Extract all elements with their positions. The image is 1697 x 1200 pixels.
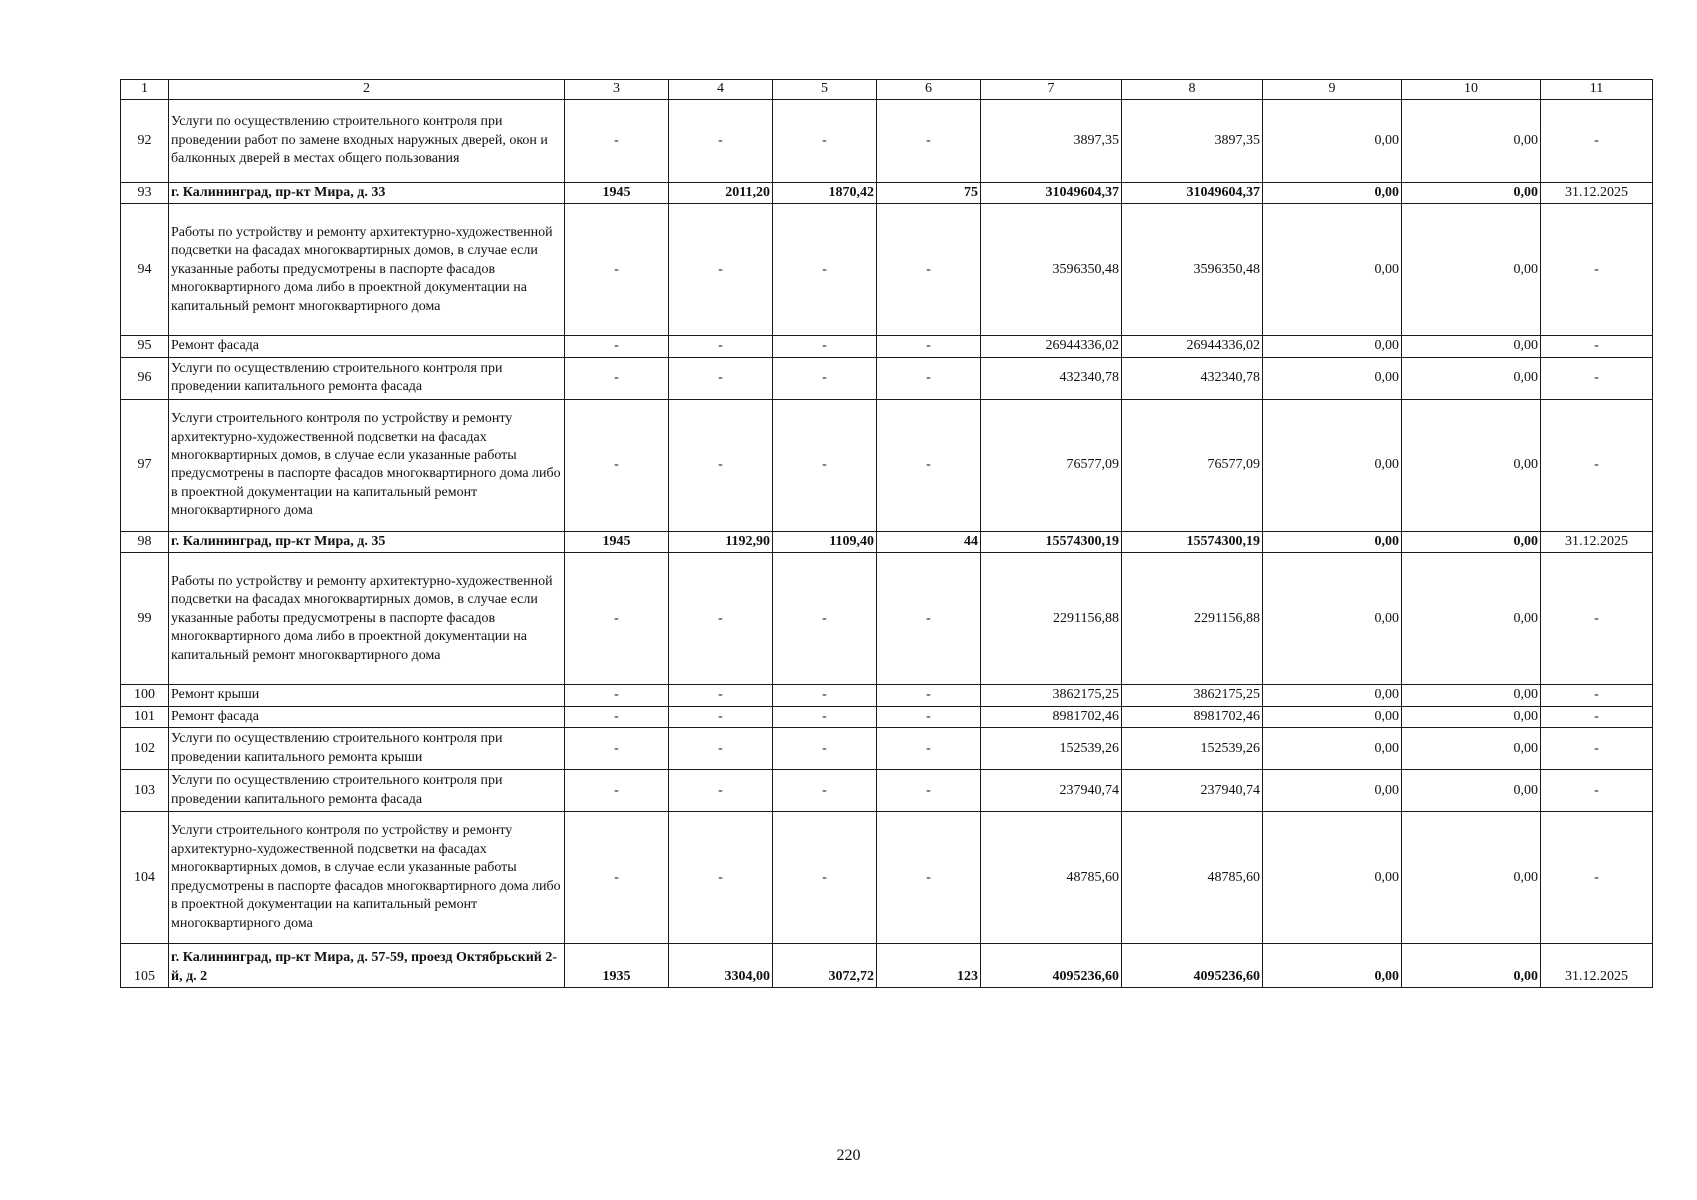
work-row [121, 553, 1653, 685]
work-description: Услуги по осуществлению строительного контроля при проведении капитального ремонта фасада [169, 357, 565, 399]
address-row [121, 183, 1653, 204]
work-description: Ремонт фасада [169, 706, 565, 727]
cost-total-cell: 2291156,88 [981, 553, 1122, 685]
deadline-cell: 31.12.2025 [1541, 944, 1653, 988]
cost-owners-cell: 0,00 [1402, 399, 1541, 531]
total-area-cell: - [669, 399, 773, 531]
cost-budget-cell: 0,00 [1263, 728, 1402, 770]
cost-budget-cell: 0,00 [1263, 770, 1402, 812]
cost-total-cell: 3862175,25 [981, 685, 1122, 706]
cost-budget-cell: 0,00 [1263, 685, 1402, 706]
work-row [121, 685, 1653, 706]
cost-fund-cell: 237940,74 [1122, 770, 1263, 812]
cost-owners-cell: 0,00 [1402, 100, 1541, 183]
cost-owners-cell: 0,00 [1402, 728, 1541, 770]
deadline-cell: - [1541, 336, 1653, 357]
living-area-cell: - [773, 357, 877, 399]
build-year-cell: - [565, 204, 669, 336]
row-number: 96 [121, 357, 169, 399]
living-area-cell: 1109,40 [773, 531, 877, 552]
cost-owners-cell: 0,00 [1402, 812, 1541, 944]
row-number: 104 [121, 812, 169, 944]
residents-cell: - [877, 812, 981, 944]
residents-cell: - [877, 100, 981, 183]
cost-fund-cell: 76577,09 [1122, 399, 1263, 531]
row-number: 92 [121, 100, 169, 183]
work-row [121, 399, 1653, 531]
work-description: Ремонт крыши [169, 685, 565, 706]
cost-owners-cell: 0,00 [1402, 685, 1541, 706]
work-description: Услуги по осуществлению строительного контроля при проведении работ по замене входных наружных дверей, окон и балконных дверей в местах общего пользования [169, 100, 565, 183]
cost-budget-cell: 0,00 [1263, 100, 1402, 183]
build-year-cell: 1945 [565, 531, 669, 552]
total-area-cell: 1192,90 [669, 531, 773, 552]
living-area-cell: - [773, 553, 877, 685]
total-area-cell: - [669, 685, 773, 706]
deadline-cell: 31.12.2025 [1541, 183, 1653, 204]
residents-cell: - [877, 399, 981, 531]
cost-budget-cell: 0,00 [1263, 531, 1402, 552]
residents-cell: - [877, 685, 981, 706]
cost-fund-cell: 31049604,37 [1122, 183, 1263, 204]
cost-budget-cell: 0,00 [1263, 706, 1402, 727]
cost-budget-cell: 0,00 [1263, 812, 1402, 944]
deadline-cell: - [1541, 685, 1653, 706]
total-area-cell: - [669, 100, 773, 183]
residents-cell: - [877, 706, 981, 727]
cost-owners-cell: 0,00 [1402, 357, 1541, 399]
cost-total-cell: 26944336,02 [981, 336, 1122, 357]
living-area-cell: - [773, 728, 877, 770]
cost-fund-cell: 152539,26 [1122, 728, 1263, 770]
build-year-cell: 1935 [565, 944, 669, 988]
cost-total-cell: 48785,60 [981, 812, 1122, 944]
cost-owners-cell: 0,00 [1402, 183, 1541, 204]
work-row [121, 357, 1653, 399]
row-number: 100 [121, 685, 169, 706]
residents-cell: - [877, 336, 981, 357]
column-number: 11 [1541, 80, 1653, 100]
cost-total-cell: 432340,78 [981, 357, 1122, 399]
work-description: Услуги строительного контроля по устройству и ремонту архитектурно-художественной подсветки на фасадах многоквартирных домов, в случае если указанные работы предусмотрены в паспорте фасадов многоквартирного дома либо в проектной документации на капитальный ремонт многоквартирного дома [169, 399, 565, 531]
build-year-cell: - [565, 728, 669, 770]
cost-fund-cell: 26944336,02 [1122, 336, 1263, 357]
column-number: 3 [565, 80, 669, 100]
cost-owners-cell: 0,00 [1402, 770, 1541, 812]
column-number: 5 [773, 80, 877, 100]
residents-cell: - [877, 204, 981, 336]
page-number: 220 [836, 1147, 861, 1164]
total-area-cell: - [669, 204, 773, 336]
cost-total-cell: 3897,35 [981, 100, 1122, 183]
build-year-cell: - [565, 770, 669, 812]
residents-cell: - [877, 728, 981, 770]
cost-fund-cell: 8981702,46 [1122, 706, 1263, 727]
total-area-cell: - [669, 336, 773, 357]
living-area-cell: 3072,72 [773, 944, 877, 988]
cost-owners-cell: 0,00 [1402, 944, 1541, 988]
cost-budget-cell: 0,00 [1263, 944, 1402, 988]
work-row [121, 204, 1653, 336]
build-year-cell: - [565, 812, 669, 944]
living-area-cell: - [773, 812, 877, 944]
living-area-cell: - [773, 100, 877, 183]
table-body [121, 80, 1653, 988]
deadline-cell: - [1541, 728, 1653, 770]
work-description: г. Калининград, пр-кт Мира, д. 57-59, проезд Октябрьский 2-й, д. 2 [169, 944, 565, 988]
deadline-cell: - [1541, 553, 1653, 685]
build-year-cell: - [565, 336, 669, 357]
work-description: г. Калининград, пр-кт Мира, д. 33 [169, 183, 565, 204]
build-year-cell: - [565, 399, 669, 531]
total-area-cell: 2011,20 [669, 183, 773, 204]
living-area-cell: - [773, 204, 877, 336]
cost-fund-cell: 48785,60 [1122, 812, 1263, 944]
living-area-cell: - [773, 685, 877, 706]
deadline-cell: 31.12.2025 [1541, 531, 1653, 552]
work-row [121, 812, 1653, 944]
living-area-cell: - [773, 336, 877, 357]
row-number: 105 [121, 944, 169, 988]
deadline-cell: - [1541, 770, 1653, 812]
total-area-cell: - [669, 812, 773, 944]
cost-total-cell: 152539,26 [981, 728, 1122, 770]
residents-cell: - [877, 553, 981, 685]
build-year-cell: - [565, 685, 669, 706]
column-number: 10 [1402, 80, 1541, 100]
deadline-cell: - [1541, 357, 1653, 399]
work-description: Услуги по осуществлению строительного контроля при проведении капитального ремонта крыши [169, 728, 565, 770]
residents-cell: 123 [877, 944, 981, 988]
cost-total-cell: 31049604,37 [981, 183, 1122, 204]
total-area-cell: - [669, 770, 773, 812]
column-number: 2 [169, 80, 565, 100]
deadline-cell: - [1541, 204, 1653, 336]
row-number: 102 [121, 728, 169, 770]
cost-owners-cell: 0,00 [1402, 204, 1541, 336]
cost-owners-cell: 0,00 [1402, 553, 1541, 685]
cost-budget-cell: 0,00 [1263, 204, 1402, 336]
build-year-cell: - [565, 100, 669, 183]
residents-cell: 75 [877, 183, 981, 204]
build-year-cell: - [565, 706, 669, 727]
living-area-cell: - [773, 399, 877, 531]
row-number: 98 [121, 531, 169, 552]
deadline-cell: - [1541, 100, 1653, 183]
row-number: 101 [121, 706, 169, 727]
row-number: 103 [121, 770, 169, 812]
cost-budget-cell: 0,00 [1263, 336, 1402, 357]
residents-cell: - [877, 770, 981, 812]
work-row [121, 706, 1653, 727]
column-number: 1 [121, 80, 169, 100]
cost-budget-cell: 0,00 [1263, 183, 1402, 204]
cost-budget-cell: 0,00 [1263, 399, 1402, 531]
residents-cell: 44 [877, 531, 981, 552]
row-number: 95 [121, 336, 169, 357]
residents-cell: - [877, 357, 981, 399]
total-area-cell: - [669, 553, 773, 685]
build-year-cell: - [565, 553, 669, 685]
cost-total-cell: 4095236,60 [981, 944, 1122, 988]
living-area-cell: - [773, 770, 877, 812]
row-number: 93 [121, 183, 169, 204]
row-number: 97 [121, 399, 169, 531]
column-number-row [121, 80, 1653, 100]
cost-owners-cell: 0,00 [1402, 706, 1541, 727]
works-table [120, 79, 1653, 988]
cost-fund-cell: 15574300,19 [1122, 531, 1263, 552]
cost-owners-cell: 0,00 [1402, 531, 1541, 552]
total-area-cell: - [669, 706, 773, 727]
cost-budget-cell: 0,00 [1263, 357, 1402, 399]
column-number: 7 [981, 80, 1122, 100]
row-number: 94 [121, 204, 169, 336]
living-area-cell: - [773, 706, 877, 727]
work-description: Ремонт фасада [169, 336, 565, 357]
work-description: Работы по устройству и ремонту архитектурно-художественной подсветки на фасадах многоквартирных домов, в случае если указанные работы предусмотрены в паспорте фасадов многоквартирного дома либо в проектной документации на капитальный ремонт многоквартирного дома [169, 553, 565, 685]
cost-fund-cell: 432340,78 [1122, 357, 1263, 399]
living-area-cell: 1870,42 [773, 183, 877, 204]
address-row [121, 531, 1653, 552]
column-number: 6 [877, 80, 981, 100]
work-row [121, 728, 1653, 770]
cost-fund-cell: 3897,35 [1122, 100, 1263, 183]
work-description: Работы по устройству и ремонту архитектурно-художественной подсветки на фасадах многоквартирных домов, в случае если указанные работы предусмотрены в паспорте фасадов многоквартирного дома либо в проектной документации на капитальный ремонт многоквартирного дома [169, 204, 565, 336]
cost-owners-cell: 0,00 [1402, 336, 1541, 357]
cost-total-cell: 237940,74 [981, 770, 1122, 812]
deadline-cell: - [1541, 706, 1653, 727]
total-area-cell: 3304,00 [669, 944, 773, 988]
work-description: г. Калининград, пр-кт Мира, д. 35 [169, 531, 565, 552]
work-row [121, 770, 1653, 812]
column-number: 9 [1263, 80, 1402, 100]
cost-fund-cell: 3596350,48 [1122, 204, 1263, 336]
row-number: 99 [121, 553, 169, 685]
cost-total-cell: 15574300,19 [981, 531, 1122, 552]
work-row [121, 336, 1653, 357]
cost-budget-cell: 0,00 [1263, 553, 1402, 685]
build-year-cell: 1945 [565, 183, 669, 204]
deadline-cell: - [1541, 399, 1653, 531]
total-area-cell: - [669, 357, 773, 399]
build-year-cell: - [565, 357, 669, 399]
cost-total-cell: 76577,09 [981, 399, 1122, 531]
column-number: 8 [1122, 80, 1263, 100]
address-row [121, 944, 1653, 988]
work-description: Услуги строительного контроля по устройству и ремонту архитектурно-художественной подсветки на фасадах многоквартирных домов, в случае если указанные работы предусмотрены в паспорте фасадов многоквартирного дома либо в проектной документации на капитальный ремонт многоквартирного дома [169, 812, 565, 944]
cost-fund-cell: 3862175,25 [1122, 685, 1263, 706]
work-description: Услуги по осуществлению строительного контроля при проведении капитального ремонта фасада [169, 770, 565, 812]
total-area-cell: - [669, 728, 773, 770]
column-number: 4 [669, 80, 773, 100]
cost-fund-cell: 4095236,60 [1122, 944, 1263, 988]
cost-total-cell: 8981702,46 [981, 706, 1122, 727]
cost-fund-cell: 2291156,88 [1122, 553, 1263, 685]
deadline-cell: - [1541, 812, 1653, 944]
work-row [121, 100, 1653, 183]
cost-total-cell: 3596350,48 [981, 204, 1122, 336]
